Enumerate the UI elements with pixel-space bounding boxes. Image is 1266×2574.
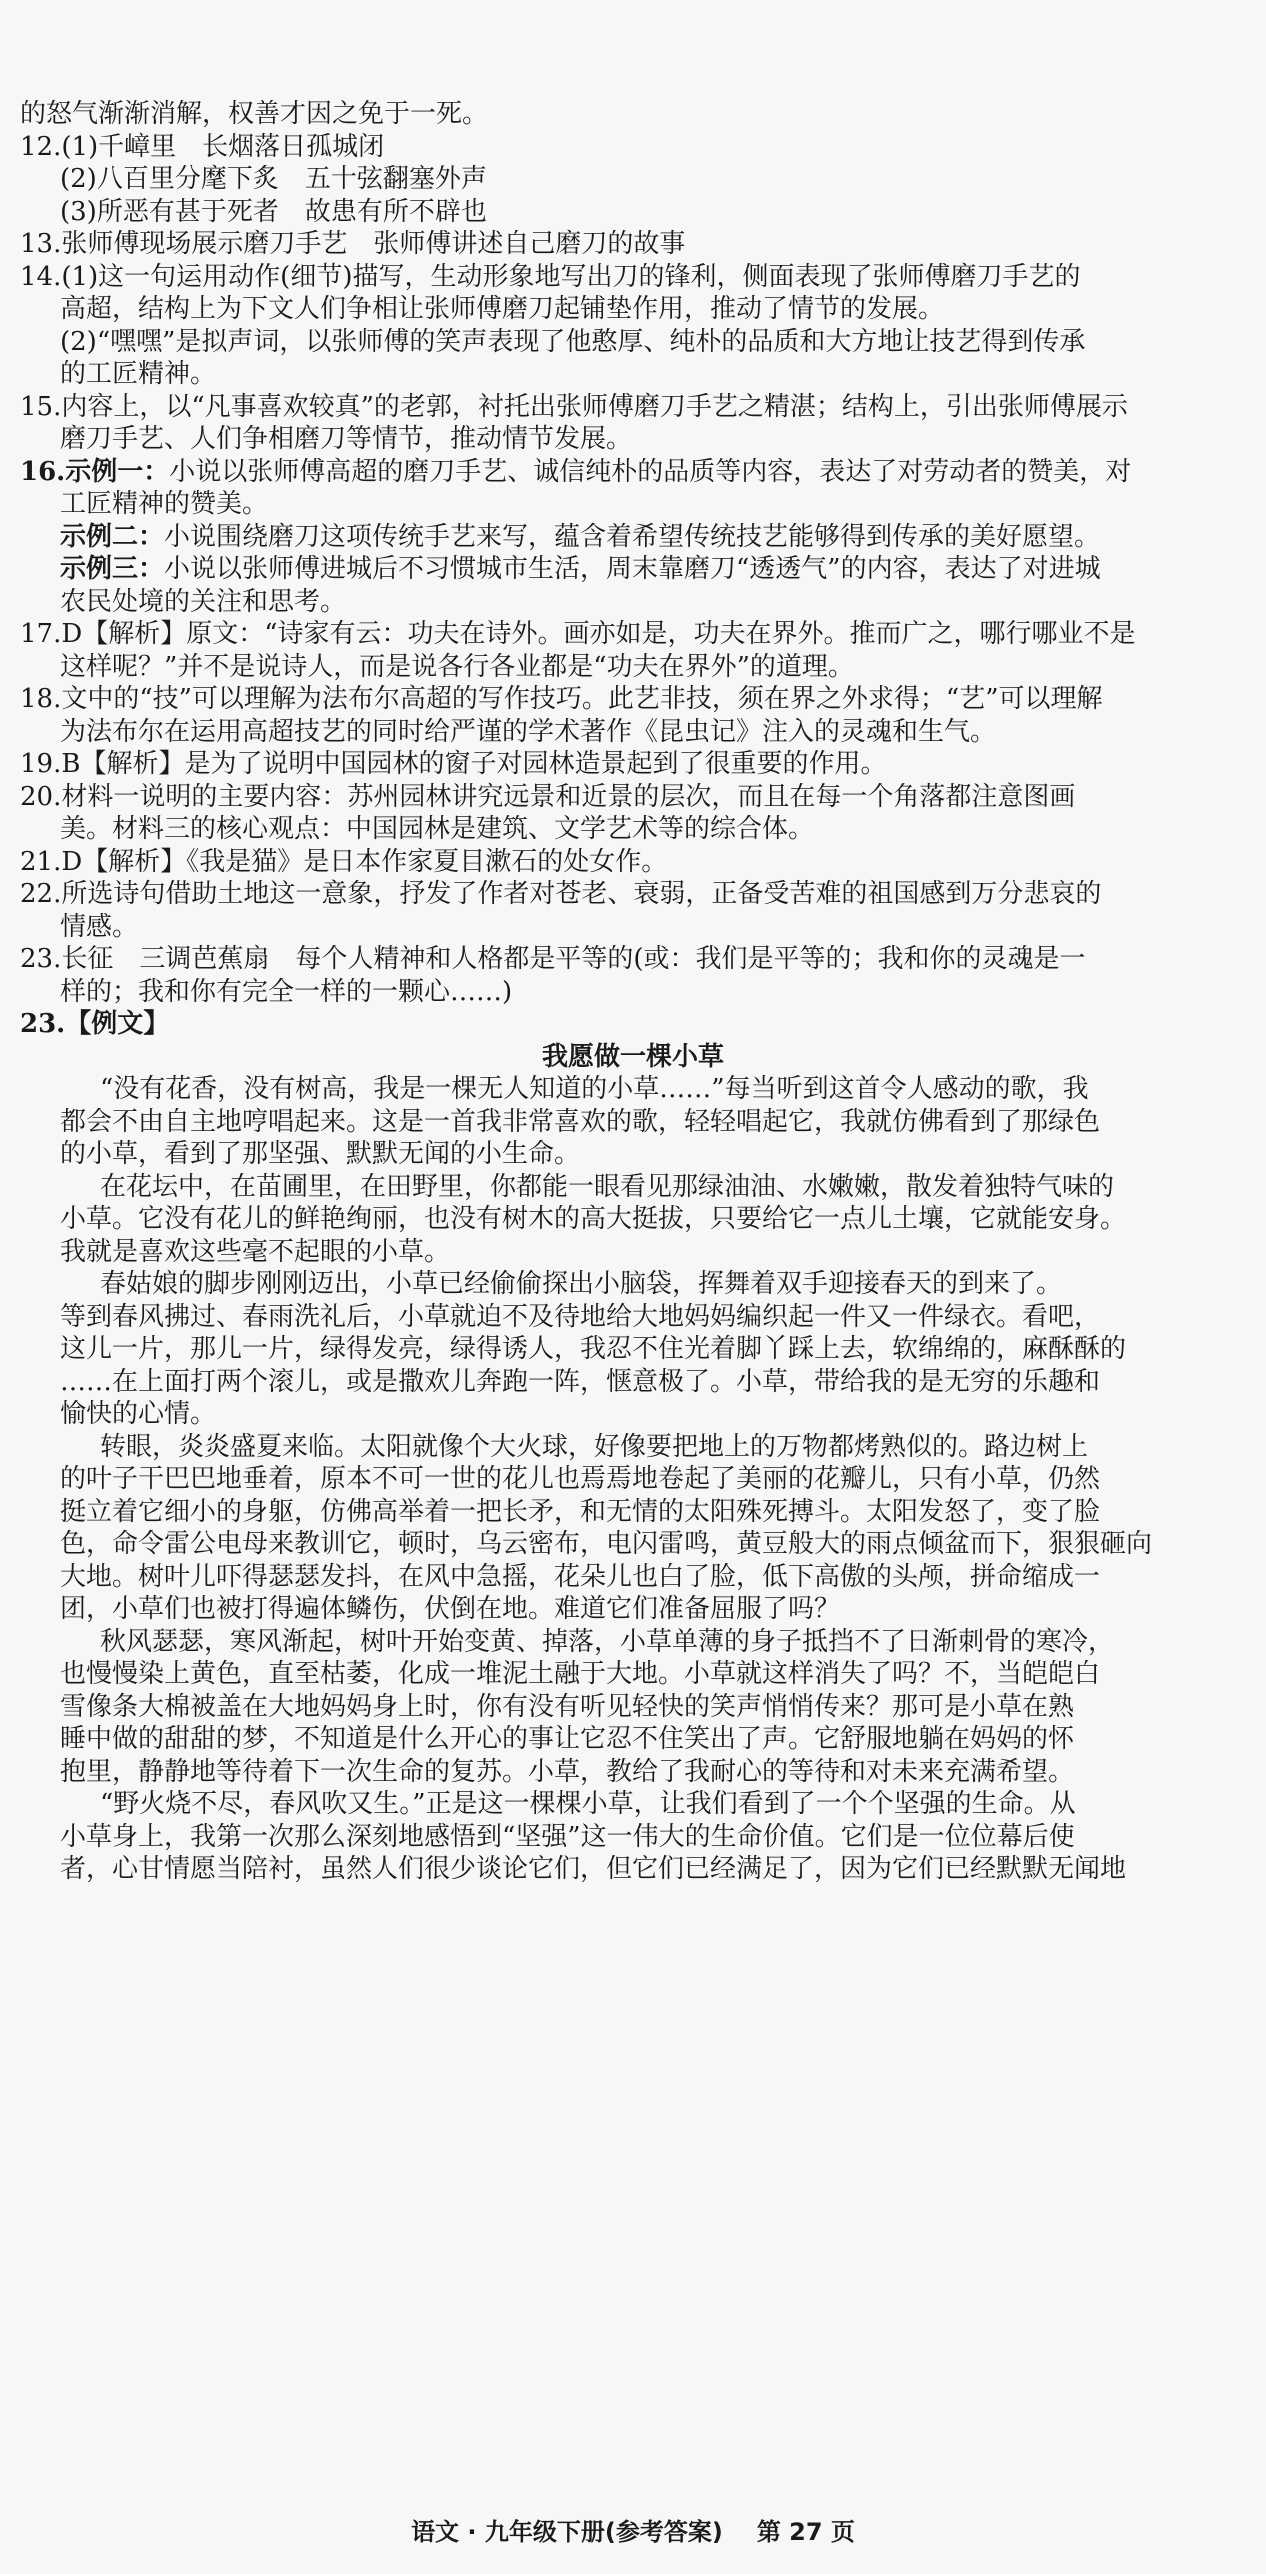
essay-line [0, 1301, 1266, 1334]
answer-line-text: 12.(1)千嶂里 长烟落日孤城闭 [20, 131, 385, 162]
essay-line-text: 在花坛中，在苗圃里，在田野里，你都能一眼看见那绿油油、水嫩嫩，散发着独特气味的 [100, 1171, 1115, 1202]
essay-line [0, 1138, 1266, 1171]
answer-line [0, 976, 1266, 1009]
answer-line [0, 781, 1266, 814]
essay-line [0, 1626, 1266, 1659]
essay-title: 我愿做一棵小草 [541, 1041, 724, 1072]
answer-line [0, 878, 1266, 911]
answer-line [0, 98, 1266, 131]
essay-line [0, 1821, 1266, 1854]
answer-line-text: 18.文中的“技”可以理解为法布尔高超的写作技巧。此艺非技，须在界之外求得；“艺”可以理解 [20, 684, 1103, 714]
answer-line [0, 553, 1266, 586]
essay-line [0, 1496, 1266, 1529]
essay-line-text: ……在上面打两个滚儿，或是撒欢儿奔跑一阵，惬意极了。小草，带给我的是无穷的乐趣和 [60, 1366, 1101, 1397]
essay-line-text: “野火烧不尽，春风吹又生。”正是这一棵棵小草，让我们看到了一个个坚强的生命。从 [100, 1789, 1076, 1819]
essay-line-text: 我就是喜欢这些毫不起眼的小草。 [60, 1236, 451, 1267]
answer-line [0, 618, 1266, 651]
answer-line-text: 小说围绕磨刀这项传统手艺来写，蕴含着希望传统技艺能够得到传承的美好愿望。 [164, 521, 1101, 552]
essay-line-text: 的小草，看到了那坚强、默默无闻的小生命。 [60, 1139, 581, 1169]
essay-line-text: “没有花香，没有树高，我是一棵无人知道的小草……”每当听到这首令人感动的歌，我 [100, 1074, 1089, 1104]
answer-line-text: (3)所恶有甚于死者 故患有所不辟也 [60, 196, 487, 227]
essay-line [0, 1723, 1266, 1756]
essay-line [0, 1431, 1266, 1464]
essay-line-text: 团，小草们也被打得遍体鳞伤，伏倒在地。难道它们准备屈服了吗？ [60, 1594, 841, 1624]
answer-line-text: 美。材料三的核心观点：中国园林是建筑、文学艺术等的综合体。 [60, 814, 815, 844]
example-label: 示例三： [60, 554, 165, 584]
answer-line [0, 261, 1266, 294]
essay-line-text: 睡中做的甜甜的梦，不知道是什么开心的事让它忍不住笑出了声。它舒服地躺在妈妈的怀 [60, 1724, 1075, 1754]
essay-line-text: 都会不由自主地哼唱起来。这是一首我非常喜欢的歌，轻轻唱起它，我就仿佛看到了那绿色 [60, 1106, 1101, 1137]
answer-line-text: 17.D【解析】原文：“诗家有云：功夫在诗外。画亦如是，功夫在界外。推而广之，哪行哪业不是 [20, 619, 1136, 649]
essay-line [0, 1658, 1266, 1691]
answer-line-text: 23.【例文】 [20, 1009, 170, 1039]
essay-line [0, 1106, 1266, 1139]
essay-line-text: 愉快的心情。 [60, 1399, 217, 1429]
example-label: 示例二： [60, 521, 165, 552]
answer-line-text: 农民处境的关注和思考。 [60, 586, 347, 617]
answer-line [0, 651, 1266, 684]
answer-line [0, 131, 1266, 164]
answer-line-text: 工匠精神的赞美。 [60, 489, 269, 519]
answer-line [0, 488, 1266, 521]
page-footer [0, 2512, 1266, 2547]
answer-line [0, 911, 1266, 944]
essay-line-text: 雪像条大棉被盖在大地妈妈身上时，你有没有听见轻快的笑声悄悄传来？那可是小草在熟 [60, 1691, 1075, 1722]
answer-line [0, 163, 1266, 196]
answer-line-text: 磨刀手艺、人们争相磨刀等情节，推动情节发展。 [60, 424, 633, 454]
essay-line [0, 1268, 1266, 1301]
answer-line-text: 这样呢？”并不是说诗人，而是说各行各业都是“功夫在界外”的道理。 [60, 651, 854, 682]
essay-line-text: 小草。它没有花儿的鲜艳绚丽，也没有树木的高大挺拔，只要给它一点儿土壤，它就能安身。 [60, 1204, 1127, 1234]
essay-line-text: 者，心甘情愿当陪衬，虽然人们很少谈论它们，但它们已经满足了，因为它们已经默默无闻地 [60, 1854, 1127, 1884]
essay-line [0, 1788, 1266, 1821]
answer-line [0, 813, 1266, 846]
essay-line [0, 1333, 1266, 1366]
essay-line-text: 的叶子干巴巴地垂着，原本不可一世的花儿也焉焉地卷起了美丽的花瓣儿，只有小草，仍然 [60, 1464, 1101, 1494]
answer-line [0, 196, 1266, 229]
essay-line [0, 1528, 1266, 1561]
answer-line [0, 683, 1266, 716]
essay-line [0, 1203, 1266, 1236]
essay-line-text: 抱里，静静地等待着下一次生命的复苏。小草，教给了我耐心的等待和对未来充满希望。 [60, 1756, 1075, 1787]
essay-line-text: 转眼，炎炎盛夏来临。太阳就像个大火球，好像要把地上的万物都烤熟似的。路边树上 [100, 1431, 1089, 1462]
answer-line-text: 高超，结构上为下文人们争相让张师傅磨刀起铺垫作用，推动了情节的发展。 [60, 294, 945, 324]
essay-line [0, 1593, 1266, 1626]
essay-line-text: 小草身上，我第一次那么深刻地感悟到“坚强”这一伟大的生命价值。它们是一位位幕后使 [60, 1821, 1075, 1852]
essay-line [0, 1398, 1266, 1431]
essay-line-text: 春姑娘的脚步刚刚迈出，小草已经偷偷探出小脑袋，挥舞着双手迎接春天的到来了。 [100, 1269, 1063, 1299]
answer-line [0, 358, 1266, 391]
answer-line-text: 小说以张师傅进城后不习惯城市生活，周末靠磨刀“透透气”的内容，表达了对进城 [164, 554, 1101, 584]
answer-line-text: 的怒气渐渐消解，权善才因之免于一死。 [20, 99, 489, 129]
answer-line [0, 748, 1266, 781]
answer-line-text: 19.B【解析】是为了说明中国园林的窗子对园林造景起到了很重要的作用。 [20, 749, 887, 779]
answer-line [0, 391, 1266, 424]
answer-line-text: 20.材料一说明的主要内容：苏州园林讲究远景和近景的层次，而且在每一个角落都注意图画 [20, 781, 1076, 812]
answer-line-text: 情感。 [60, 911, 139, 942]
answer-line-text: (2)八百里分麾下炙 五十弦翻塞外声 [60, 164, 487, 194]
essay-line [0, 1691, 1266, 1724]
essay-line-text: 这儿一片，那儿一片，绿得发亮，绿得诱人，我忍不住光着脚丫踩上去，软绵绵的，麻酥酥的 [60, 1334, 1127, 1364]
footer-page-number: 第 27 页 [756, 2518, 855, 2546]
essay-line-text: 秋风瑟瑟，寒风渐起，树叶开始变黄、掉落，小草单薄的身子抵挡不了日渐刺骨的寒冷， [100, 1626, 1115, 1657]
answer-line-text: (2)“嘿嘿”是拟声词，以张师傅的笑声表现了他憨厚、纯朴的品质和大方地让技艺得到传承 [60, 326, 1086, 357]
answer-line-text: 为法布尔在运用高超技艺的同时给严谨的学术著作《昆虫记》注入的灵魂和生气。 [60, 716, 997, 747]
essay-line [0, 1171, 1266, 1204]
example-label: 16.示例一： [20, 456, 170, 487]
answer-line [0, 586, 1266, 619]
essay-line-text: 大地。树叶儿吓得瑟瑟发抖，在风中急摇，花朵儿也白了脸，低下高傲的头颅，拼命缩成一 [60, 1561, 1101, 1592]
answer-line [0, 293, 1266, 326]
footer-subject: 语文 · 九年级下册(参考答案) [411, 2518, 723, 2546]
answer-line-text: 小说以张师傅高超的磨刀手艺、诚信纯朴的品质等内容，表达了对劳动者的赞美，对 [169, 456, 1132, 487]
answer-line [0, 456, 1266, 489]
essay-line [0, 1236, 1266, 1269]
essay-line-text: 也慢慢染上黄色，直至枯萎，化成一堆泥土融于大地。小草就这样消失了吗？不，当皑皑白 [60, 1659, 1101, 1689]
answer-line-text: 的工匠精神。 [60, 359, 217, 389]
answer-line-text: 样的；我和你有完全一样的一颗心……) [60, 976, 513, 1007]
essay-line [0, 1561, 1266, 1594]
essay-line [0, 1853, 1266, 1886]
essay-line-text: 色，命令雷公电母来教训它，顿时，乌云密布，电闪雷鸣，黄豆般大的雨点倾盆而下，狠狠砸向 [60, 1529, 1153, 1559]
essay-line-text: 等到春风拂过、春雨洗礼后，小草就迫不及待地给大地妈妈编织起一件又一件绿衣。看吧， [60, 1301, 1101, 1332]
answer-line [0, 521, 1266, 554]
answer-line-text: 23.长征 三调芭蕉扇 每个人精神和人格都是平等的(或：我们是平等的；我和你的灵魂是一 [20, 944, 1086, 974]
answer-line-text: 14.(1)这一句运用动作(细节)描写，生动形象地写出刀的锋利，侧面表现了张师傅磨刀手艺的 [20, 261, 1081, 292]
answer-line [0, 326, 1266, 359]
answer-line [0, 423, 1266, 456]
answer-line-text: 13.张师傅现场展示磨刀手艺 张师傅讲述自己磨刀的故事 [20, 229, 686, 259]
answer-content [0, 98, 1266, 1886]
answer-line-text: 15.内容上，以“凡事喜欢较真”的老郭，衬托出张师傅磨刀手艺之精湛；结构上，引出张师傅展示 [20, 391, 1128, 422]
essay-line [0, 1756, 1266, 1789]
answer-line-text: 21.D【解析】《我是猫》是日本作家夏目漱石的处女作。 [20, 846, 668, 877]
essay-line [0, 1463, 1266, 1496]
answer-line-text: 22.所选诗句借助土地这一意象，抒发了作者对苍老、衰弱，正备受苦难的祖国感到万分悲哀的 [20, 879, 1102, 909]
answer-line [0, 228, 1266, 261]
answer-line [0, 943, 1266, 976]
essay-line [0, 1073, 1266, 1106]
answer-line [0, 846, 1266, 879]
answer-line [0, 716, 1266, 749]
essay-line [0, 1366, 1266, 1399]
essay-line-text: 挺立着它细小的身躯，仿佛高举着一把长矛，和无情的太阳殊死搏斗。太阳发怒了，变了脸 [60, 1496, 1101, 1527]
answer-line [0, 1008, 1266, 1041]
